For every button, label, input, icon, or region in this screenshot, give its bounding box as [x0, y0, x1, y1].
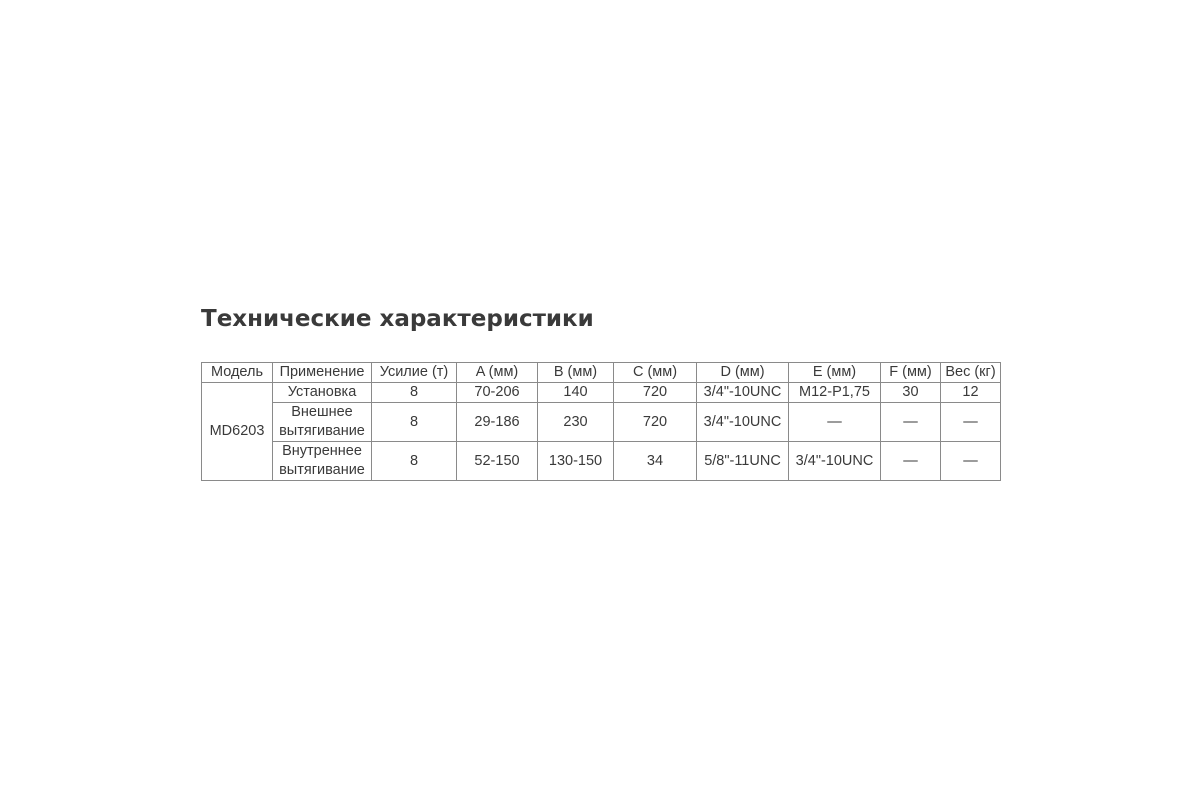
c-cell: 34: [614, 442, 697, 481]
e-cell: M12-P1,75: [789, 383, 881, 403]
f-cell: —: [881, 403, 941, 442]
header-d: D (мм): [697, 363, 789, 383]
a-cell: 52-150: [457, 442, 538, 481]
force-cell: 8: [372, 403, 457, 442]
a-cell: 70-206: [457, 383, 538, 403]
weight-cell: —: [941, 442, 1001, 481]
table-row: [202, 383, 1001, 403]
d-cell: 3/4"-10UNC: [697, 403, 789, 442]
header-b: B (мм): [538, 363, 614, 383]
force-cell: 8: [372, 442, 457, 481]
e-cell: 3/4"-10UNC: [789, 442, 881, 481]
f-cell: 30: [881, 383, 941, 403]
application-cell: Внешнее вытягивание: [273, 403, 372, 442]
table-row: [202, 442, 1001, 481]
d-cell: 3/4"-10UNC: [697, 383, 789, 403]
model-cell: MD6203: [202, 383, 273, 481]
d-cell: 5/8"-11UNC: [697, 442, 789, 481]
header-force: Усилие (т): [372, 363, 457, 383]
f-cell: —: [881, 442, 941, 481]
table-header-row: [202, 363, 1001, 383]
weight-cell: 12: [941, 383, 1001, 403]
header-weight: Вес (кг): [941, 363, 1001, 383]
e-cell: —: [789, 403, 881, 442]
weight-cell: —: [941, 403, 1001, 442]
specifications-table: [201, 362, 1001, 481]
c-cell: 720: [614, 383, 697, 403]
application-cell: Установка: [273, 383, 372, 403]
table-row: [202, 403, 1001, 442]
b-cell: 230: [538, 403, 614, 442]
header-c: C (мм): [614, 363, 697, 383]
application-cell: Внутреннее вытягивание: [273, 442, 372, 481]
c-cell: 720: [614, 403, 697, 442]
a-cell: 29-186: [457, 403, 538, 442]
force-cell: 8: [372, 383, 457, 403]
header-application: Применение: [273, 363, 372, 383]
header-model: Модель: [202, 363, 273, 383]
b-cell: 140: [538, 383, 614, 403]
header-a: A (мм): [457, 363, 538, 383]
header-f: F (мм): [881, 363, 941, 383]
page-title: Технические характеристики: [201, 306, 594, 332]
b-cell: 130-150: [538, 442, 614, 481]
header-e: E (мм): [789, 363, 881, 383]
